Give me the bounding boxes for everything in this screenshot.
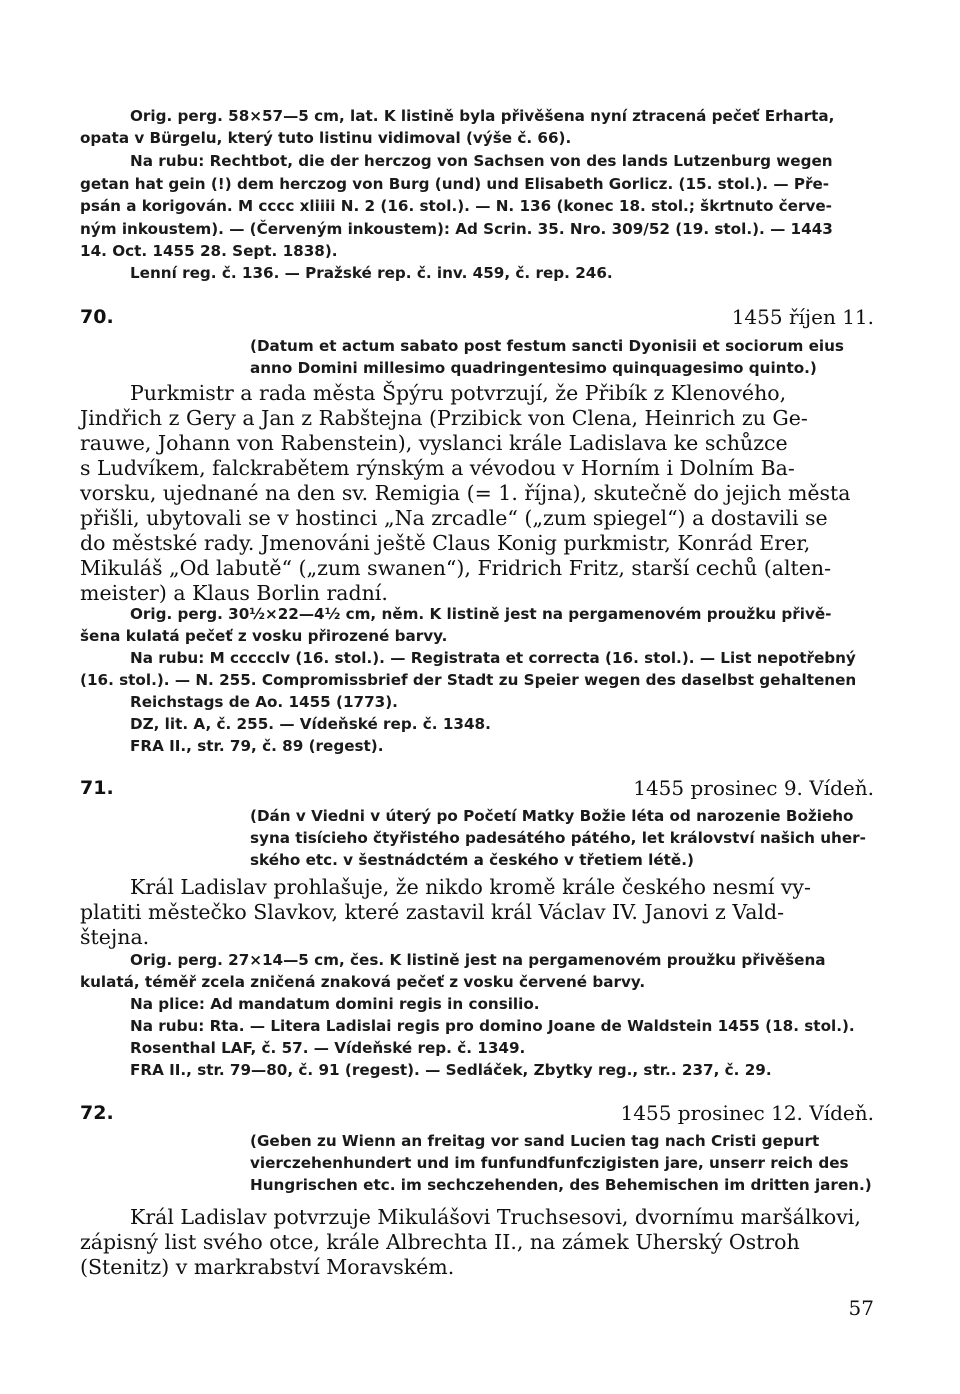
original-text-line: anno Domini millesimo quadringentesimo quinquagesimo quinto.) <box>250 359 817 377</box>
summary-line: Purkmistr a rada města Špýru potvrzují, že Přibík z Klenového, <box>130 381 787 405</box>
note-line: Na rubu: M ccccclv (16. stol.). — Registrata et correcta (16. stol.). — List nepotřebný <box>130 649 856 667</box>
original-text-line: (Geben zu Wienn an freitag vor sand Lucien tag nach Cristi gepurt <box>250 1132 820 1150</box>
note-line: Orig. perg. 27×14—5 cm, čes. K listině jest na pergamenovém proužku přivěšena <box>130 951 826 969</box>
note-line: Na plice: Ad mandatum domini regis in consilio. <box>130 995 540 1013</box>
summary-line: meister) a Klaus Borlin radní. <box>80 581 388 605</box>
summary-line: s Ludvíkem, falckrabětem rýnským a vévodou v Horním i Dolním Ba- <box>80 456 795 480</box>
original-text-line: ského etc. v šestnádctém a českého v třetiem létě.) <box>250 851 694 869</box>
note-line: getan hat gein (!) dem herczog von Burg (und) und Elisabeth Gorlicz. (15. stol.). — Pře- <box>80 175 830 193</box>
note-line: Na rubu: Rechtbot, die der herczog von Sachsen von des lands Lutzenburg wegen <box>130 152 833 170</box>
summary-line: Král Ladislav prohlašuje, že nikdo kromě krále českého nesmí vy- <box>130 875 811 899</box>
note-line: kulatá, téměř zcela zničená znaková pečeť z vosku červené barvy. <box>80 973 646 991</box>
summary-line: do městské rady. Jmenováni ještě Claus Konig purkmistr, Konrád Erer, <box>80 531 811 555</box>
entry-number: 70. <box>80 306 114 328</box>
summary-line: Mikuláš „Od labutě“ („zum swanen“), Fridrich Fritz, starší cechů (alten- <box>80 556 832 580</box>
summary-line: Král Ladislav potvrzuje Mikulášovi Truchsesovi, dvornímu maršálkovi, <box>130 1205 861 1229</box>
summary-line: přišli, ubytovali se v hostinci „Na zrcadle“ („zum spiegel“) a dostavili se <box>80 506 828 530</box>
note-line: šena kulatá pečeť z vosku přirozené barvy. <box>80 627 448 645</box>
note-line: psán a korigován. M cccc xliiii N. 2 (16. stol.). — N. 136 (konec 18. stol.; škrtnuto červe- <box>80 197 832 215</box>
note-line: Rosenthal LAF, č. 57. — Vídeňské rep. č. 1349. <box>130 1039 526 1057</box>
original-text-line: vierczehenhundert und im funfundfunfczigisten jare, unserr reich des <box>250 1154 849 1172</box>
entry-date: 1455 prosinec 9. Vídeň. <box>633 776 874 800</box>
note-line: FRA II., str. 79—80, č. 91 (regest). — Sedláček, Zbytky reg., str.. 237, č. 29. <box>130 1061 772 1079</box>
summary-line: (Stenitz) v markrabství Moravském. <box>80 1255 455 1279</box>
original-text-line: syna tisícieho čtyřistého padesátého pátého, let království našich uher- <box>250 829 866 847</box>
entry-date: 1455 prosinec 12. Vídeň. <box>620 1101 874 1125</box>
page-number: 57 <box>848 1296 874 1320</box>
original-text-line: Hungrischen etc. im sechczehenden, des Behemischen im dritten jaren.) <box>250 1176 872 1194</box>
note-line: DZ, lit. A, č. 255. — Vídeňské rep. č. 1348. <box>130 715 491 733</box>
note-line: Orig. perg. 30½×22—4½ cm, něm. K listině jest na pergamenovém proužku přivě- <box>130 605 832 623</box>
original-text-line: (Datum et actum sabato post festum sancti Dyonisii et sociorum eius <box>250 337 844 355</box>
summary-line: vorsku, ujednané na den sv. Remigia (= 1. října), skutečně do jejich města <box>80 481 851 505</box>
note-line: opata v Bürgelu, který tuto listinu vidimoval (výše č. 66). <box>80 129 572 147</box>
note-line: Reichstags de Ao. 1455 (1773). <box>130 693 398 711</box>
note-line: FRA II., str. 79, č. 89 (regest). <box>130 737 384 755</box>
note-line: ným inkoustem). — (Červeným inkoustem): Ad Scrin. 35. Nro. 309/52 (19. stol.). — 1443 <box>80 220 833 238</box>
note-line: Na rubu: Rta. — Litera Ladislai regis pro domino Joane de Waldstein 1455 (18. stol.). <box>130 1017 855 1035</box>
note-line: Lenní reg. č. 136. — Pražské rep. č. inv. 459, č. rep. 246. <box>130 264 613 282</box>
entry-date: 1455 říjen 11. <box>731 305 874 329</box>
note-line: Orig. perg. 58×57—5 cm, lat. K listině byla přivěšena nyní ztracená pečeť Erharta, <box>130 107 835 125</box>
entry-number: 72. <box>80 1102 114 1124</box>
note-line: 14. Oct. 1455 28. Sept. 1838). <box>80 242 338 260</box>
summary-line: platiti městečko Slavkov, které zastavil král Václav IV. Janovi z Vald- <box>80 900 785 924</box>
summary-line: Jindřich z Gery a Jan z Rabštejna (Przibick von Clena, Heinrich zu Ge- <box>80 406 808 430</box>
original-text-line: (Dán v Viedni v úterý po Početí Matky Božie léta od narozenie Božieho <box>250 807 854 825</box>
summary-line: štejna. <box>80 925 150 949</box>
entry-number: 71. <box>80 777 114 799</box>
note-line: (16. stol.). — N. 255. Compromissbrief der Stadt zu Speier wegen des daselbst gehaltenen <box>80 671 857 689</box>
summary-line: zápisný list svého otce, krále Albrechta II., na zámek Uherský Ostroh <box>80 1230 800 1254</box>
summary-line: rauwe, Johann von Rabenstein), vyslanci krále Ladislava ke schůzce <box>80 431 788 455</box>
